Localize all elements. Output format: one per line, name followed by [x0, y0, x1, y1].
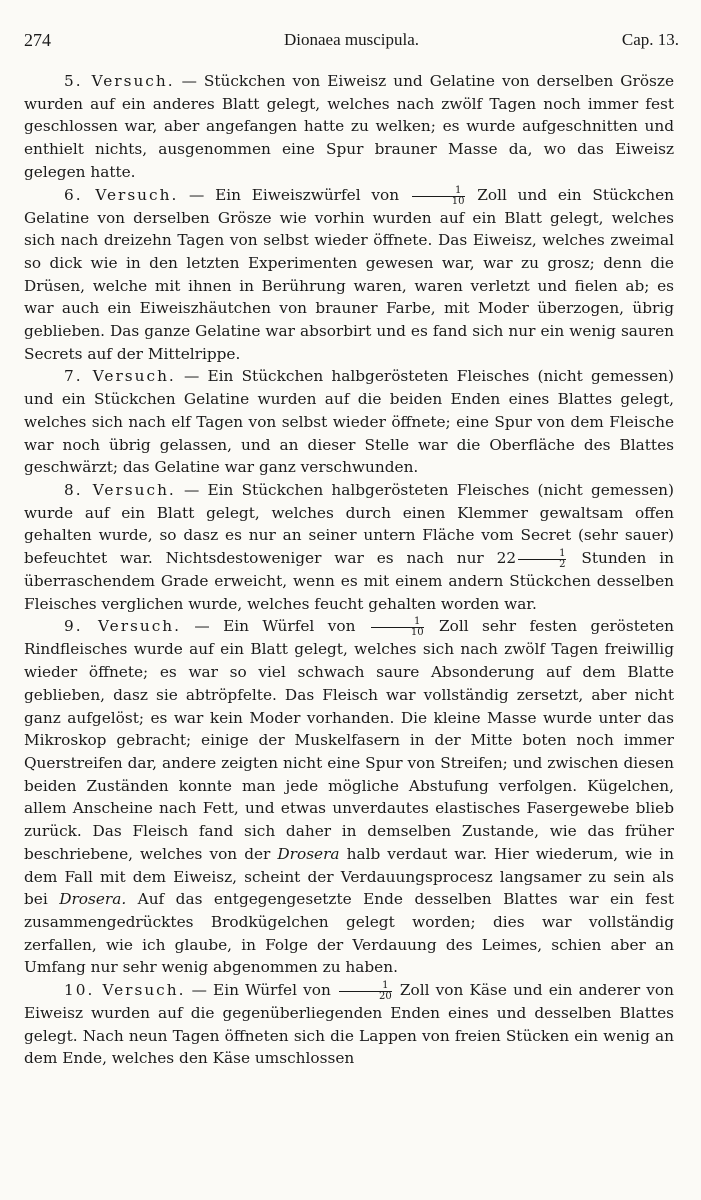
- fraction: [518, 549, 566, 570]
- paragraph-text: — Ein Würfel von: [185, 981, 337, 1000]
- paragraph-text: — Ein Stückchen halbgerösteten Fleisches (nicht gemessen) und ein Stückchen Gelatine wurden auf die beiden Enden eines Blattes gelegt, welches sich nach elf Tagen von selbst wieder öffnete; eine Spur von dem Fleische war noch übrig gelassen, und an dieser Stelle war die Oberfläche des Blattes geschwärzt; das Gelatine war ganz verschwunden.: [24, 367, 674, 477]
- experiment-label: 5. Versuch.: [64, 72, 175, 90]
- fraction: [339, 981, 392, 1002]
- page-header: [24, 30, 679, 54]
- fraction-numerator: 1: [371, 617, 424, 628]
- mixed-number-whole: 22: [496, 549, 517, 568]
- paragraph-experiment-6: [24, 184, 674, 366]
- experiment-label: 10. Versuch.: [64, 981, 186, 1000]
- experiment-label: 9. Versuch.: [64, 617, 181, 636]
- paragraph-text: Zoll und ein Stückchen Gelatine von derselben Grösze wie vorhin wurden auf ein Blatt gelegt, welches sich nach dreizehn Tagen von selbst wieder öffnete. Das Eiweisz, welches zweimal so dick wie in den letzten Experimenten gewesen war, war zu grosz; denn die Drüsen, welche mit ihnen in Berührung waren, waren verletzt und fielen ab; es war auch ein Eiweiszhäutchen von brauner Farbe, mit Moder überzogen, übrig geblieben. Das ganze Gelatine war absorbirt und es fand sich nur ein wenig sauren Secrets auf der Mittelrippe.: [24, 185, 675, 363]
- paragraph-text: Zoll sehr festen gerösteten Rindfleisches wurde auf ein Blatt gelegt, welches sich nach zwölf Tagen freiwillig wieder öffnete; es war so viel schwach saure Absonderung auf dem Blatte geblieben, dasz sie abtröpfelte. Das Fleisch war vollständig zersetzt, aber nicht ganz aufgelöst; es war kein Moder vorhanden. Die kleine Masse wurde unter das Mikroskop gebracht; einige der Muskelfasern in der Mitte boten noch immer Querstreifen dar, andere zeigten nicht eine Spur von Streifen; und zwischen diesen beiden Zuständen konnte man jede mögliche Abstufung verfolgen. Kügelchen, allem Anscheine nach Fett, und etwas unverdautes elastisches Fasergewebe blieb zurück. Das Fleisch fand sich daher in demselben Zustande, wie das früher beschriebene, welches von der: [24, 617, 674, 863]
- fraction-numerator: 1: [518, 549, 566, 560]
- paragraph-experiment-10: [24, 979, 674, 1070]
- fraction: [371, 617, 424, 638]
- fraction-numerator: 1: [412, 186, 465, 197]
- paragraph-text: halb verdaut war. Hier wiederum, wie in dem Fall mit dem Eiweisz, scheint der Verdauungsprocesz langsamer zu sein als bei: [24, 844, 674, 909]
- fraction-denominator: 20: [378, 991, 392, 1003]
- experiment-label: 6. Versuch.: [64, 185, 179, 204]
- italic-term: Drosera: [277, 844, 340, 863]
- fraction-denominator: 10: [451, 195, 465, 207]
- paragraph-experiment-7: [24, 365, 674, 479]
- paragraph-text: — Stückchen von Eiweisz und Gelatine von derselben Grösze wurden auf ein anderes Blatt gelegt, welches nach zwölf Tagen noch immer fest geschlossen war, aber angefangen hatte zu welken; es wurde aufgeschnitten und enthielt nichts, ausgenommen eine Spur brauner Masse da, wo das Eiweisz gelegen hatte.: [24, 72, 675, 181]
- experiment-label: 8. Versuch.: [64, 480, 176, 499]
- paragraph-text: — Ein Würfel von: [181, 617, 369, 636]
- paragraph-text: Stunden in überraschendem Grade erweicht, wenn es mit einem andern Stückchen desselben Fleisches verglichen wurde, welches feucht gehalten worden war.: [24, 549, 674, 613]
- paragraph-text: Zoll von Käse und ein anderer von Eiweisz wurden auf die gegenüberliegenden Enden eines und desselben Blattes gelegt. Nach neun Tagen öffneten sich die Lappen von freien Stücken ein wenig an dem Ende, welches den Käse umschlossen: [24, 981, 674, 1068]
- running-title: Dionaea muscipula.: [283, 30, 419, 49]
- fraction-denominator: 10: [410, 627, 424, 639]
- paragraph-text: Auf das entgegengesetzte Ende desselben Blattes war ein fest zusammengedrücktes Brodkügelchen gelegt worden; dies war vollständig zerfallen, wie ich glaube, in Folge der Verdauung des Leimes, schien aber an Umfang nur sehr wenig abgenommen zu haben.: [24, 890, 674, 977]
- paragraph-text: — Ein Eiweiszwürfel von: [178, 185, 410, 204]
- fraction: [412, 186, 465, 207]
- italic-term: Drosera.: [59, 890, 127, 909]
- page-body: [24, 70, 674, 1070]
- chapter-label: Cap. 13.: [621, 30, 679, 49]
- paragraph-text: — Ein Stückchen halbgerösteten Fleisches (nicht gemessen) wurde auf ein Blatt gelegt, welches durch einen Klemmer gewaltsam offen gehalten wurde, so dasz es nur an seiner untern Fläche vom Secret (sehr sauer) befeuchtet war. Nichtsdestoweniger war es nach nur: [24, 480, 674, 568]
- fraction-numerator: 1: [339, 981, 392, 992]
- experiment-label: 7. Versuch.: [64, 367, 176, 386]
- paragraph-experiment-5: [24, 70, 674, 184]
- paragraph-experiment-9: [24, 615, 674, 979]
- page-number: 274: [24, 30, 51, 50]
- fraction-denominator: 2: [559, 559, 566, 571]
- paragraph-experiment-8: [24, 479, 674, 616]
